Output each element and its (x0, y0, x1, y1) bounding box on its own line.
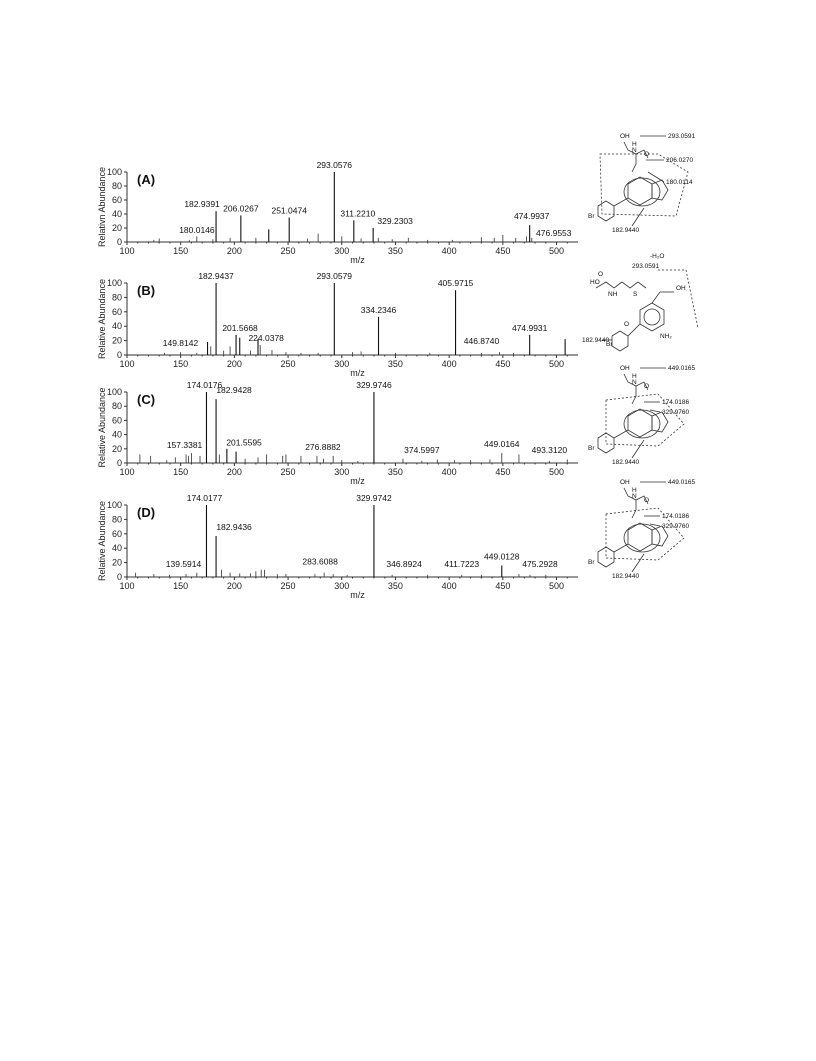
structure-diagram (588, 365, 695, 466)
y-axis-label: Relative Abundance (97, 500, 107, 582)
x-axis-label: m/z (350, 476, 365, 486)
fragment-annotation: 329.9760 (662, 523, 690, 530)
peak-label: 329.9742 (356, 493, 392, 503)
peak-label: 182.9428 (216, 385, 252, 396)
fragment-annotation: 180.0114 (666, 179, 693, 186)
x-tick-label: 300 (334, 581, 350, 591)
y-tick-label: 60 (111, 415, 122, 426)
ring-highlight (624, 524, 660, 552)
y-tick-label: 100 (106, 167, 122, 177)
leader-line (632, 554, 644, 572)
peak-label: 206.0267 (223, 203, 259, 214)
fragment-annotation: 293.0591 (668, 133, 696, 140)
bromophenyl-ring (598, 433, 614, 453)
fragment-annotation: 449.0165 (668, 365, 696, 372)
panel-label: (D) (137, 505, 156, 520)
x-tick-label: 200 (226, 581, 242, 591)
peak-label: 201.5595 (226, 437, 262, 448)
peak-label: 293.0579 (316, 271, 353, 281)
x-tick-label: 100 (119, 467, 135, 477)
fragment-annotation: 182.9440 (612, 573, 640, 580)
leader-line (648, 172, 664, 182)
peak-label: 174.0177 (186, 493, 223, 503)
x-tick-label: 500 (549, 581, 565, 591)
x-axis-label: m/z (350, 590, 365, 600)
atom-label: Br (588, 559, 595, 566)
peak-label: 293.0576 (316, 160, 353, 170)
atom-label: N (632, 147, 637, 154)
x-tick-label: 450 (495, 246, 511, 256)
atom-label: N (632, 493, 637, 500)
ring-highlight (624, 178, 660, 206)
atom-label: OH (620, 133, 630, 140)
bond-chain (596, 282, 646, 288)
spectrum-panel (97, 160, 578, 265)
fragment-annotation: -H₂O (650, 253, 665, 260)
x-tick-label: 100 (119, 581, 135, 591)
y-tick-label: 100 (106, 500, 122, 510)
peak-label: 475.2928 (522, 558, 558, 569)
x-tick-label: 100 (119, 246, 135, 256)
fragment-annotation: 174.0186 (662, 399, 690, 406)
x-tick-label: 400 (441, 359, 457, 369)
peak-label: 224.0378 (248, 332, 284, 343)
peak-label: 474.9931 (511, 322, 548, 333)
x-tick-label: 350 (387, 246, 403, 256)
x-tick-label: 250 (280, 467, 296, 477)
x-tick-label: 150 (173, 581, 189, 591)
x-tick-label: 450 (495, 581, 511, 591)
atom-label: Br (606, 341, 613, 348)
x-tick-label: 500 (549, 467, 565, 477)
bond (614, 198, 628, 206)
y-axis-label: Relative Abundance (97, 278, 107, 360)
peak-label: 374.5997 (404, 444, 440, 455)
atom-label: HO (590, 279, 600, 286)
atom-label: OH (676, 285, 686, 292)
spectrum-panel (97, 493, 578, 600)
atom-label: O (598, 271, 604, 278)
bond (614, 544, 628, 552)
x-tick-label: 350 (387, 581, 403, 591)
leader-line (632, 208, 644, 226)
x-tick-label: 450 (495, 359, 511, 369)
atom-label: O (644, 151, 650, 158)
core-ring (628, 409, 652, 437)
y-tick-label: 80 (111, 401, 122, 412)
y-tick-label: 20 (111, 557, 122, 568)
peak-label: 329.9746 (356, 380, 392, 390)
bromophenyl-ring (598, 201, 614, 221)
peak-label: 329.2303 (377, 216, 413, 226)
peak-label: 182.9391 (184, 199, 220, 210)
aromatic-ring (640, 303, 664, 331)
atom-label: H (632, 141, 637, 148)
atom-label: Br (588, 445, 595, 452)
structure-diagram (582, 253, 698, 351)
x-tick-label: 300 (334, 359, 350, 369)
peak-label: 174.0176 (186, 380, 223, 390)
peak-label: 201.5668 (222, 322, 258, 333)
y-tick-label: 20 (111, 223, 122, 233)
peak-label: 474.9937 (513, 211, 550, 222)
y-tick-label: 100 (106, 387, 122, 397)
x-tick-label: 200 (226, 246, 242, 256)
panel-label: (B) (137, 283, 156, 298)
panel-label: (A) (137, 172, 156, 187)
peak-label: 182.9437 (198, 271, 234, 281)
x-tick-label: 300 (334, 246, 350, 256)
x-tick-label: 500 (549, 359, 565, 369)
y-axis-label: Relative Abundance (97, 387, 107, 468)
fragment-annotation: 182.9440 (612, 459, 640, 466)
x-tick-label: 450 (495, 467, 511, 477)
y-tick-label: 100 (106, 278, 122, 288)
spectrum-panel (97, 271, 578, 378)
spectrum-panel (97, 380, 578, 486)
peak-label: 139.5914 (165, 558, 202, 569)
peak-label: 346.8924 (386, 558, 422, 569)
y-tick-label: 80 (111, 514, 122, 525)
leader-line (632, 440, 644, 458)
y-tick-label: 0 (116, 350, 122, 360)
y-tick-label: 0 (116, 237, 122, 247)
x-tick-label: 350 (387, 359, 403, 369)
peak-label: 180.0146 (179, 225, 215, 236)
x-tick-label: 300 (334, 467, 350, 477)
x-tick-label: 400 (441, 467, 457, 477)
y-tick-label: 40 (111, 543, 122, 554)
peak-label: 493.3120 (531, 444, 568, 455)
x-axis-label: m/z (350, 368, 365, 378)
atom-label: H (632, 373, 637, 380)
peak-label: 251.0474 (271, 205, 307, 216)
y-tick-label: 0 (116, 572, 122, 582)
atom-label: O (624, 321, 630, 328)
fragment-annotation: 206.0270 (666, 157, 694, 164)
x-tick-label: 350 (387, 467, 403, 477)
peak-label: 149.8142 (162, 338, 199, 349)
y-tick-label: 20 (111, 443, 122, 454)
y-tick-label: 60 (111, 528, 122, 539)
bromophenyl-ring (598, 547, 614, 567)
fragment-annotation: 293.0591 (632, 263, 660, 270)
ring-highlight (624, 410, 660, 438)
x-axis-label: m/z (350, 255, 365, 265)
atom-label: O (644, 497, 650, 504)
y-tick-label: 60 (111, 306, 122, 317)
peak-label: 157.3381 (166, 439, 203, 450)
x-tick-label: 200 (226, 467, 242, 477)
peak-label: 476.9553 (536, 227, 572, 238)
x-tick-label: 100 (119, 359, 135, 369)
fragment-annotation: 182.9440 (582, 337, 610, 344)
y-tick-label: 0 (116, 458, 122, 468)
ring-highlight (644, 309, 660, 325)
x-tick-label: 150 (173, 359, 189, 369)
atom-label: NH₂ (660, 333, 672, 340)
atom-label: NH (608, 291, 618, 298)
x-tick-label: 500 (549, 246, 565, 256)
peak-label: 449.0128 (484, 551, 520, 562)
atom-label: O (644, 383, 650, 390)
x-tick-label: 250 (280, 359, 296, 369)
y-tick-label: 40 (111, 429, 122, 440)
peak-label: 449.0164 (484, 439, 520, 450)
y-tick-label: 80 (111, 292, 122, 303)
x-tick-label: 150 (173, 246, 189, 256)
atom-label: H (632, 487, 637, 494)
structure-diagram (588, 479, 695, 580)
fragment-annotation: 174.0186 (662, 513, 690, 520)
y-tick-label: 40 (111, 321, 122, 332)
atom-label: OH (620, 479, 630, 486)
bond (614, 430, 628, 438)
x-tick-label: 250 (280, 246, 296, 256)
peak-label: 276.8882 (305, 441, 341, 452)
bond (628, 324, 640, 336)
dashed-cut (686, 270, 698, 328)
atom-label: N (632, 379, 637, 386)
bond (652, 292, 660, 303)
atom-label: S (633, 291, 638, 298)
peak-label: 334.2346 (360, 304, 397, 315)
y-tick-label: 20 (111, 335, 122, 346)
y-axis-label: Relativn Abundance (97, 166, 107, 248)
x-tick-label: 400 (441, 246, 457, 256)
peak-label: 311.2210 (340, 208, 376, 219)
structure-diagram (588, 133, 695, 234)
fragment-annotation: 182.9440 (612, 227, 640, 234)
atom-label: Br (588, 213, 595, 220)
peak-label: 446.8740 (463, 336, 500, 347)
x-tick-label: 200 (226, 359, 242, 369)
peak-label: 405.9715 (437, 278, 474, 289)
x-tick-label: 150 (173, 467, 189, 477)
peak-label: 283.6088 (302, 556, 338, 567)
peak-label: 182.9436 (216, 521, 252, 532)
y-tick-label: 40 (111, 209, 122, 219)
core-ring (628, 523, 652, 551)
y-tick-label: 80 (111, 181, 122, 191)
peak-label: 411.7223 (444, 558, 480, 569)
x-tick-label: 250 (280, 581, 296, 591)
core-ring (628, 177, 652, 205)
fragment-annotation: 329.9760 (662, 409, 690, 416)
x-tick-label: 400 (441, 581, 457, 591)
panel-label: (C) (137, 392, 156, 407)
atom-label: OH (620, 365, 630, 372)
fragment-annotation: 449.0165 (668, 479, 696, 486)
y-tick-label: 60 (111, 195, 122, 205)
bromophenyl-ring (612, 331, 628, 351)
